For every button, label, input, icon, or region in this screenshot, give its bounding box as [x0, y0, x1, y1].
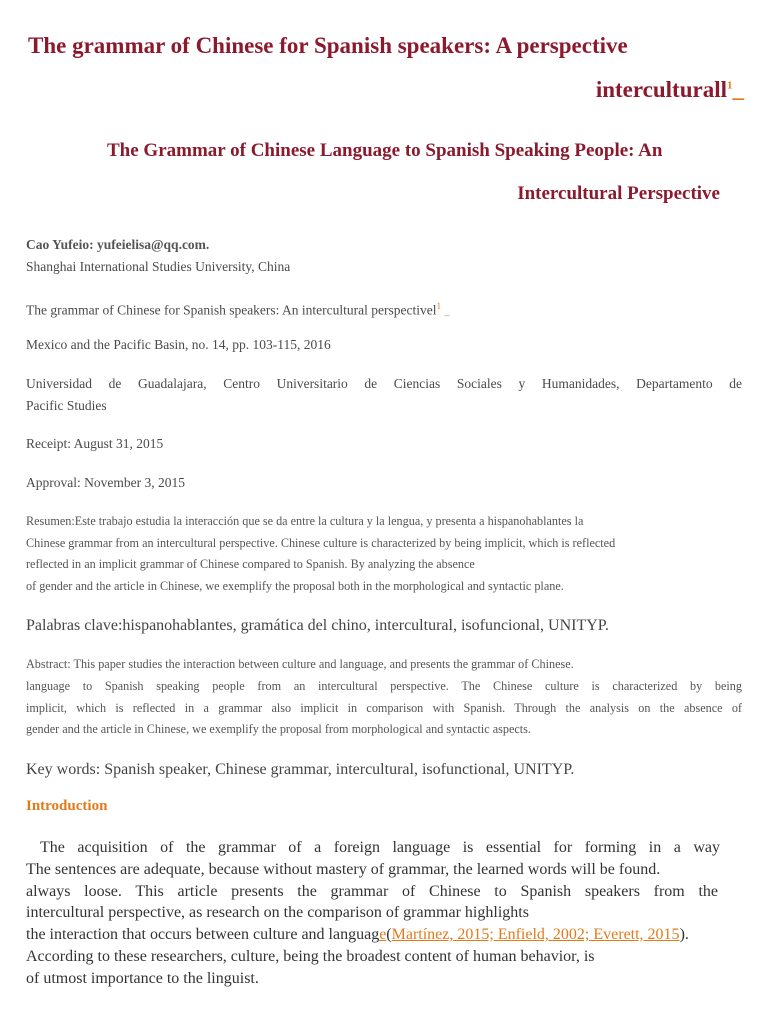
english-title-line1: The Grammar of Chinese Language to Spanish Speaking People: An: [107, 140, 663, 161]
key-words: Key words: Spanish speaker, Chinese grammar, intercultural, isofunctional, UNITYP.: [26, 761, 575, 778]
intro-line4: intercultural perspective, as research on the comparison of grammar highlights: [26, 904, 529, 922]
intro-line1: The acquisition of the grammar of a foreign language is essential for forming in a way: [40, 839, 720, 856]
footnote-dash: _: [732, 77, 744, 102]
introduction-heading: Introduction: [26, 798, 108, 814]
palabras-clave: Palabras clave:hispanohablantes, gramática del chino, intercultural, isofuncional, UNITYP.: [26, 617, 609, 634]
citation-link[interactable]: Martínez, 2015; Enfield, 2002; Everett, 2015: [391, 926, 680, 944]
institution-line1: Universidad de Guadalajara, Centro Universitario de Ciencias Sociales y Humanidades, Departamento de: [26, 376, 742, 391]
receipt-date: Receipt: August 31, 2015: [26, 436, 164, 451]
author-affiliation: Shanghai International Studies University, China: [26, 259, 291, 274]
resumen-line4: of gender and the article in Chinese, we exemplify the proposal both in the morphological and syntactic plane.: [26, 579, 564, 593]
resumen-line3: reflected in an implicit grammar of Chinese compared to Spanish. By analyzing the absence: [26, 557, 475, 571]
abstract-line4: gender and the article in Chinese, we exemplify the proposal from morphological and syntactic aspects.: [26, 722, 531, 736]
institution-line2: Pacific Studies: [26, 398, 107, 413]
citation-link-e[interactable]: e: [379, 926, 387, 944]
intro-line2: The sentences are adequate, because without mastery of grammar, the learned words will be found.: [26, 860, 661, 878]
resumen-line2: Chinese grammar from an intercultural perspective. Chinese culture is characterized by being implicit, which is reflected: [26, 536, 616, 550]
approval-date: Approval: November 3, 2015: [26, 475, 185, 490]
abstract-line3: implicit, which is reflected in a grammar also implicit in comparison with Spanish. Through the analysis on the absence of: [26, 701, 742, 715]
author-name-email: Cao Yufeio: yufeielisa@qq.com.: [26, 237, 210, 252]
intro-line7: of utmost importance to the linguist.: [26, 969, 259, 987]
footnote-link-2[interactable]: 1: [436, 301, 441, 311]
english-title-line2: Intercultural Perspective: [517, 183, 720, 204]
journal-citation: Mexico and the Pacific Basin, no. 14, pp. 103-115, 2016: [26, 337, 331, 352]
intro-line5: the interaction that occurs between culture and language(Martínez, 2015; Enfield, 2002; Everett, 2015).: [26, 926, 689, 944]
intro-line3: always loose. This article presents the grammar of Chinese to Spanish speakers from the: [26, 882, 718, 900]
introduction-body: [26, 837, 758, 990]
spanish-title-line2: interculturall$^1$_: [595, 77, 744, 102]
abstract-line2: language to Spanish speaking people from an intercultural perspective. The Chinese culture is characterized by being: [26, 679, 742, 693]
intro-line6: According to these researchers, culture, being the broadest content of human behavior, is: [26, 947, 595, 965]
abstract-line1: Abstract: This paper studies the interaction between culture and language, and presents the grammar of Chinese.: [26, 657, 574, 671]
spanish-title-line1: The grammar of Chinese for Spanish speakers: A perspective: [28, 33, 628, 58]
footnote-dash-2: _: [444, 306, 450, 318]
article-title-line: The grammar of Chinese for Spanish speakers: An intercultural perspectivel$^1$ _: [26, 301, 450, 318]
resumen-line1: Resumen:Este trabajo estudia la interacción que se da entre la cultura y la lengua, y presenta a hispanohablantes la: [26, 514, 584, 528]
footnote-link[interactable]: 1: [727, 79, 733, 92]
